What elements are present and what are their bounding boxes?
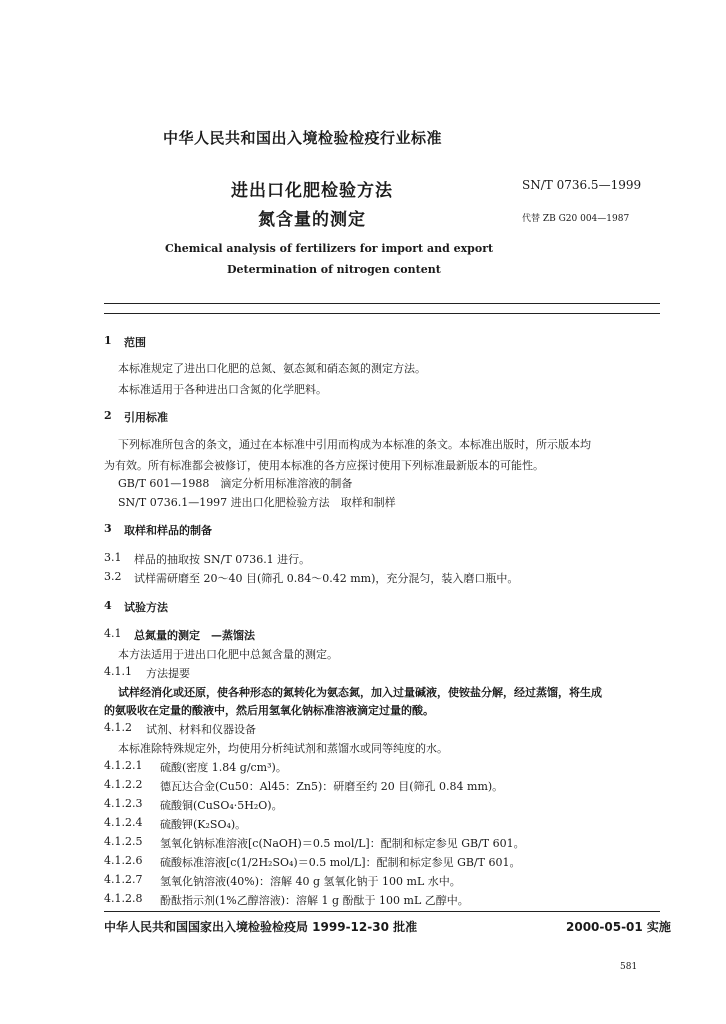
clause-3-1-number: 3.1 — [104, 551, 122, 564]
item-number: 4.1.2.5 — [104, 835, 143, 848]
clause-3-2-number: 3.2 — [104, 570, 122, 583]
doc-title-line2: 氮含量的测定 — [258, 210, 366, 230]
section-1-para-1: 本标准规定了进出口化肥的总氮、氨态氮和硝态氮的测定方法。 — [118, 362, 426, 375]
clause-4-1-2-number: 4.1.2 — [104, 721, 132, 734]
clause-3-1-text: 样品的抽取按 SN/T 0736.1 进行。 — [134, 553, 311, 566]
item-number: 4.1.2.8 — [104, 892, 143, 905]
section-2-para-line-2: 为有效。所有标准都会被修订，使用本标准的各方应探讨使用下列标准最新版本的可能性。 — [104, 459, 544, 472]
item-number: 4.1.2.7 — [104, 873, 143, 886]
approval-issuer: 中华人民共和国国家出入境检验检疫局 1999-12-30 批准 — [104, 920, 418, 934]
english-title-line2: Determination of nitrogen content — [227, 263, 441, 276]
effective-date: 2000-05-01 实施 — [566, 920, 671, 934]
section-1-number: 1 — [104, 334, 112, 347]
footer-divider — [104, 911, 660, 912]
item-text: 氢氧化钠溶液(40%)：溶解 40 g 氢氧化钠于 100 mL 水中。 — [160, 875, 461, 888]
item-number: 4.1.2.4 — [104, 816, 143, 829]
item-number: 4.1.2.2 — [104, 778, 143, 791]
header-divider-top — [104, 303, 660, 304]
item-text: 氢氧化钠标准溶液[c(NaOH)＝0.5 mol/L]：配制和标定参见 GB/T 601。 — [160, 837, 525, 850]
section-2-para-line-1: 下列标准所包含的条文，通过在本标准中引用而构成为本标准的条文。本标准出版时，所示版本均 — [118, 438, 591, 451]
item-number: 4.1.2.6 — [104, 854, 143, 867]
section-4-title: 试验方法 — [124, 601, 168, 614]
english-title-line1: Chemical analysis of fertilizers for import and export — [165, 242, 494, 255]
standard-number: SN/T 0736.5—1999 — [522, 178, 642, 192]
clause-4-1-2-title: 试剂、材料和仪器设备 — [146, 723, 256, 736]
section-2-reference-1: GB/T 601—1988 滴定分析用标准溶液的制备 — [118, 477, 353, 490]
item-text: 德瓦达合金(Cu50：Al45：Zn5)：研磨至约 20 目(筛孔 0.84 mm)。 — [160, 780, 504, 793]
section-2-reference-2: SN/T 0736.1—1997 进出口化肥检验方法 取样和制样 — [118, 496, 396, 509]
item-number: 4.1.2.1 — [104, 759, 143, 772]
clause-4-1-para: 本方法适用于进出口化肥中总氮含量的测定。 — [118, 648, 338, 661]
clause-3-2-text: 试样需研磨至 20～40 目(筛孔 0.84～0.42 mm)，充分混匀，装入磨口瓶中。 — [134, 572, 519, 585]
clause-4-1-1-number: 4.1.1 — [104, 665, 132, 678]
clause-4-1-1-para-line-1: 试样经消化或还原，使各种形态的氮转化为氨态氮，加入过量碱液，使铵盐分解，经过蒸馏，将生成 — [118, 686, 602, 699]
item-text: 硫酸(密度 1.84 g/cm³)。 — [160, 761, 287, 774]
header-divider-bottom — [104, 313, 660, 314]
item-text: 酚酞指示剂(1%乙醇溶液)：溶解 1 g 酚酞于 100 mL 乙醇中。 — [160, 894, 469, 907]
item-text: 硫酸钾(K₂SO₄)。 — [160, 818, 247, 831]
clause-4-1-title: 总氮量的测定 —蒸馏法 — [134, 629, 255, 642]
section-3-number: 3 — [104, 522, 112, 535]
clause-4-1-number: 4.1 — [104, 627, 122, 640]
section-1-para-2: 本标准适用于各种进出口含氮的化学肥料。 — [118, 383, 327, 396]
item-number: 4.1.2.3 — [104, 797, 143, 810]
section-3-title: 取样和样品的制备 — [124, 524, 212, 537]
clause-4-1-1-para-line-2: 的氨吸收在定量的酸液中，然后用氢氧化钠标准溶液滴定过量的酸。 — [104, 704, 434, 717]
section-2-number: 2 — [104, 409, 112, 422]
org-title: 中华人民共和国出入境检验检疫行业标准 — [163, 129, 443, 147]
page-number: 581 — [620, 962, 638, 972]
item-text: 硫酸铜(CuSO₄·5H₂O)。 — [160, 799, 283, 812]
section-1-title: 范围 — [124, 336, 146, 349]
doc-title-line1: 进出口化肥检验方法 — [231, 181, 393, 201]
clause-4-1-1-title: 方法提要 — [146, 667, 190, 680]
replaces-standard: 代替 ZB G20 004—1987 — [522, 214, 630, 224]
section-4-number: 4 — [104, 599, 112, 612]
item-text: 硫酸标准溶液[c(1/2H₂SO₄)＝0.5 mol/L]：配制和标定参见 GB/T 601。 — [160, 856, 521, 869]
section-2-title: 引用标准 — [124, 411, 168, 424]
clause-4-1-2-para: 本标准除特殊规定外，均使用分析纯试剂和蒸馏水或同等纯度的水。 — [118, 742, 448, 755]
